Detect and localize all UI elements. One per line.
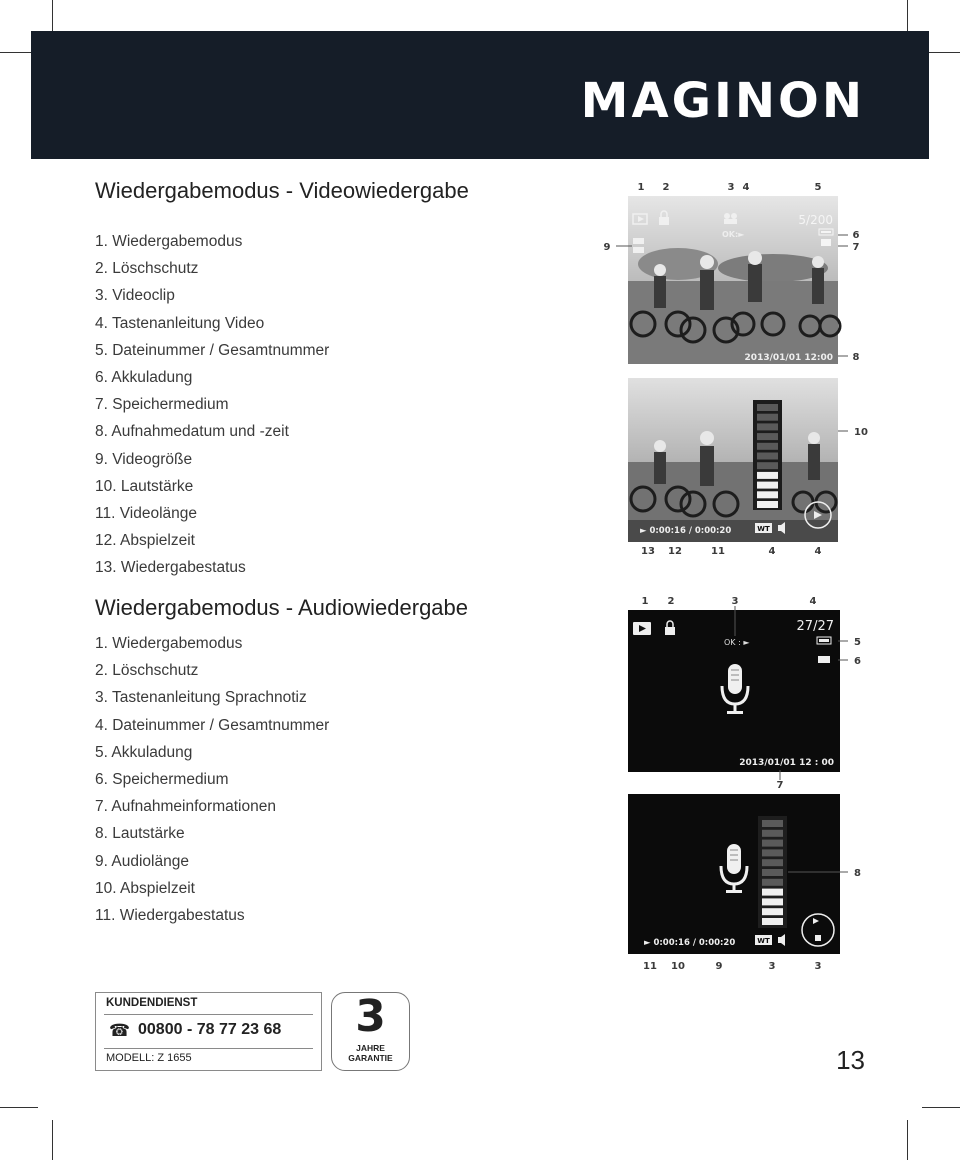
phone-icon: ☎: [109, 1021, 131, 1040]
list-item: 4. Tastenanleitung Video: [95, 314, 265, 332]
video-playback-controls-figure: [598, 374, 866, 558]
list-item: 3. Videoclip: [95, 287, 175, 305]
memory-card-icon: [818, 656, 830, 663]
volume-bar-segment: [762, 879, 783, 886]
list-item: 8. Lautstärke: [95, 825, 185, 843]
list-item: 2. Löschschutz: [95, 662, 199, 680]
volume-bar-segment: [757, 501, 778, 508]
datetime-text: 2013/01/01 12:00: [744, 353, 833, 363]
crop-mark: [0, 1107, 38, 1108]
file-counter: 5/200: [798, 213, 833, 227]
audio-playback-screen-figure: [598, 590, 866, 790]
crop-mark: [922, 1107, 960, 1108]
callout-number: 8: [854, 868, 861, 879]
list-item: 10. Abspielzeit: [95, 879, 195, 897]
list-item: 11. Wiedergabestatus: [95, 906, 245, 924]
audio-playback-controls-figure: [598, 790, 866, 975]
volume-bars: [762, 820, 783, 925]
volume-bar-segment: [757, 423, 778, 430]
video-legend-list: [95, 228, 329, 581]
wt-label: WT: [757, 937, 770, 945]
callout-number: 3: [814, 961, 822, 972]
volume-bar-segment: [757, 472, 778, 479]
list-item: 1. Wiedergabemodus: [95, 233, 243, 250]
callout-number: 9: [715, 961, 723, 972]
callout-number: 12: [668, 546, 682, 557]
brand-logo: MAGINON: [580, 73, 865, 129]
memory-card-icon: [821, 239, 831, 246]
volume-bar-segment: [757, 443, 778, 450]
wt-label: WT: [757, 525, 770, 533]
warranty-label-guarantee: GARANTIE: [348, 1053, 393, 1063]
list-item: 10. Lautstärke: [95, 477, 194, 495]
model-number: MODELL: Z 1655: [106, 1052, 192, 1064]
callout-number: 11: [643, 961, 657, 972]
callout-number: 4: [768, 546, 776, 557]
volume-bar-segment: [757, 491, 778, 498]
volume-bar-segment: [762, 859, 783, 866]
callout-number: 1: [641, 596, 649, 607]
list-item: 8. Aufnahmedatum und -zeit: [95, 423, 289, 441]
callout-number: 7: [852, 242, 860, 253]
callout-number: 10: [671, 961, 685, 972]
callout-number: 13: [641, 546, 655, 557]
callout-number: 4: [742, 182, 750, 193]
volume-bar-segment: [762, 908, 783, 915]
callout-number: 2: [667, 596, 675, 607]
list-item: 4. Dateinummer / Gesamtnummer: [95, 716, 330, 734]
customer-service-box: [95, 992, 322, 1071]
callout-number: 4: [814, 546, 822, 557]
volume-bar-segment: [757, 433, 778, 440]
list-item: 12. Abspielzeit: [95, 532, 195, 550]
list-item: 9. Audiolänge: [95, 852, 189, 870]
volume-bar-segment: [762, 830, 783, 837]
playback-time-display: ► 0:00:16 / 0:00:20: [640, 526, 732, 536]
callout-number: 5: [814, 182, 822, 193]
service-title: KUNDENDIENST: [106, 997, 198, 1009]
callout-number: 10: [854, 427, 868, 438]
warranty-years: 3: [355, 991, 386, 1042]
lock-icon: [665, 627, 675, 635]
callout-number: 5: [854, 637, 861, 648]
list-item: 5. Dateinummer / Gesamtnummer: [95, 341, 330, 359]
callout-number: 6: [854, 656, 861, 667]
list-item: 3. Tastenanleitung Sprachnotiz: [95, 689, 307, 707]
ok-hint-text: OK:►: [722, 230, 745, 239]
volume-bar-segment: [762, 889, 783, 896]
volume-bar-segment: [762, 869, 783, 876]
callout-number: 3: [768, 961, 776, 972]
volume-bar-segment: [762, 820, 783, 827]
volume-bar-segment: [757, 414, 778, 421]
callout-number: 4: [809, 596, 817, 607]
list-item: 7. Aufnahmeinformationen: [95, 798, 276, 816]
crop-mark: [52, 1120, 53, 1160]
volume-bar-segment: [757, 482, 778, 489]
volume-bar-segment: [762, 898, 783, 905]
callout-number: 3: [727, 182, 735, 193]
warranty-label-years: JAHRE: [356, 1043, 385, 1053]
list-item: 2. Löschschutz: [95, 260, 199, 278]
volume-bar-segment: [762, 840, 783, 847]
callout-number: 6: [852, 230, 860, 241]
list-item: 6. Speichermedium: [95, 770, 229, 788]
list-item: 9. Videogröße: [95, 450, 193, 468]
datetime-text: 2013/01/01 12 : 00: [739, 758, 834, 768]
video-clip-icon: [724, 213, 730, 219]
callout-number: 8: [852, 352, 860, 363]
playback-time-display: ► 0:00:16 / 0:00:20: [644, 938, 736, 948]
callout-number: 9: [603, 242, 611, 253]
volume-bar-segment: [762, 918, 783, 925]
service-phone-number: 00800 - 78 77 23 68: [138, 1021, 282, 1038]
volume-bars: [757, 404, 778, 508]
volume-bar-segment: [762, 849, 783, 856]
video-playback-screen-figure: [598, 176, 866, 368]
volume-bar-segment: [757, 462, 778, 469]
callout-number: 2: [662, 182, 670, 193]
crop-mark: [907, 1120, 908, 1160]
list-item: 13. Wiedergabestatus: [95, 559, 246, 577]
audio-legend-list: [95, 630, 329, 929]
file-counter: 27/27: [796, 619, 834, 634]
list-item: 7. Speichermedium: [95, 396, 229, 414]
callout-number: 3: [731, 596, 739, 607]
list-item: 6. Akkuladung: [95, 368, 193, 386]
list-item: 1. Wiedergabemodus: [95, 635, 243, 652]
section-title-audio: Wiedergabemodus - Audiowiedergabe: [95, 595, 469, 620]
section-title-video: Wiedergabemodus - Videowiedergabe: [95, 178, 469, 203]
list-item: 11. Videolänge: [95, 504, 197, 522]
ok-hint-text: OK : ►: [724, 638, 750, 647]
divider: [104, 1048, 313, 1049]
header-bar: [31, 31, 929, 159]
volume-bar-segment: [757, 404, 778, 411]
callout-number: 7: [776, 780, 784, 791]
video-size-icon: [633, 238, 644, 244]
callout-number: 1: [637, 182, 645, 193]
lock-icon: [659, 217, 669, 225]
divider: [104, 1014, 313, 1015]
page-number: 13: [836, 1045, 865, 1075]
warranty-badge: [331, 992, 410, 1071]
volume-bar-segment: [757, 453, 778, 460]
callout-number: 11: [711, 546, 725, 557]
list-item: 5. Akkuladung: [95, 743, 193, 761]
